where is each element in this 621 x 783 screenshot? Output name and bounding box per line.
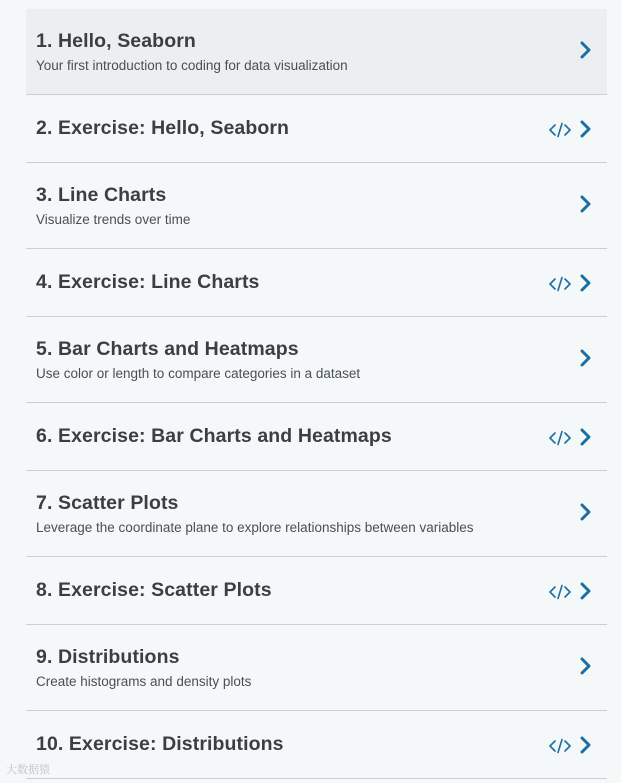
exercise-item-bar-charts-heatmaps[interactable]	[26, 403, 607, 471]
chevron-right-icon	[579, 349, 593, 367]
chevron-right-icon	[579, 428, 593, 446]
code-icon	[549, 430, 571, 446]
lesson-title: 3. Line Charts	[36, 184, 167, 206]
lesson-description: Use color or length to compare categories in a dataset	[36, 366, 361, 381]
chevron-right-icon	[579, 503, 593, 521]
lesson-description: Your first introduction to coding for data visualization	[36, 58, 348, 73]
lesson-item-hello-seaborn[interactable]	[26, 9, 607, 95]
lesson-title: 7. Scatter Plots	[36, 492, 179, 514]
exercise-title: 4. Exercise: Line Charts	[36, 271, 260, 293]
code-icon	[549, 276, 571, 292]
code-icon	[549, 738, 571, 754]
lesson-title: 1. Hello, Seaborn	[36, 30, 196, 52]
lesson-title: 9. Distributions	[36, 646, 180, 668]
chevron-right-icon	[579, 582, 593, 600]
lesson-description: Visualize trends over time	[36, 212, 191, 227]
chevron-right-icon	[579, 657, 593, 675]
exercise-item-distributions[interactable]	[26, 711, 607, 779]
chevron-right-icon	[579, 120, 593, 138]
exercise-item-line-charts[interactable]	[26, 249, 607, 317]
chevron-right-icon	[579, 736, 593, 754]
lesson-description: Leverage the coordinate plane to explore relationships between variables	[36, 520, 474, 535]
chevron-right-icon	[579, 41, 593, 59]
lesson-item-scatter-plots[interactable]	[26, 471, 607, 557]
chevron-right-icon	[579, 195, 593, 213]
exercise-item-scatter-plots[interactable]	[26, 557, 607, 625]
chevron-right-icon	[579, 274, 593, 292]
course-lesson-list	[26, 9, 607, 779]
exercise-title: 6. Exercise: Bar Charts and Heatmaps	[36, 425, 392, 447]
code-icon	[549, 122, 571, 138]
lesson-item-distributions[interactable]	[26, 625, 607, 711]
exercise-title: 8. Exercise: Scatter Plots	[36, 579, 272, 601]
lesson-title: 5. Bar Charts and Heatmaps	[36, 338, 299, 360]
exercise-title: 2. Exercise: Hello, Seaborn	[36, 117, 290, 139]
lesson-description: Create histograms and density plots	[36, 674, 252, 689]
watermark	[6, 761, 50, 777]
code-icon	[549, 584, 571, 600]
lesson-item-line-charts[interactable]	[26, 163, 607, 249]
exercise-title: 10. Exercise: Distributions	[36, 733, 284, 755]
exercise-item-hello-seaborn[interactable]	[26, 95, 607, 163]
lesson-item-bar-charts-heatmaps[interactable]	[26, 317, 607, 403]
watermark-text: 大数据猿	[6, 763, 50, 776]
